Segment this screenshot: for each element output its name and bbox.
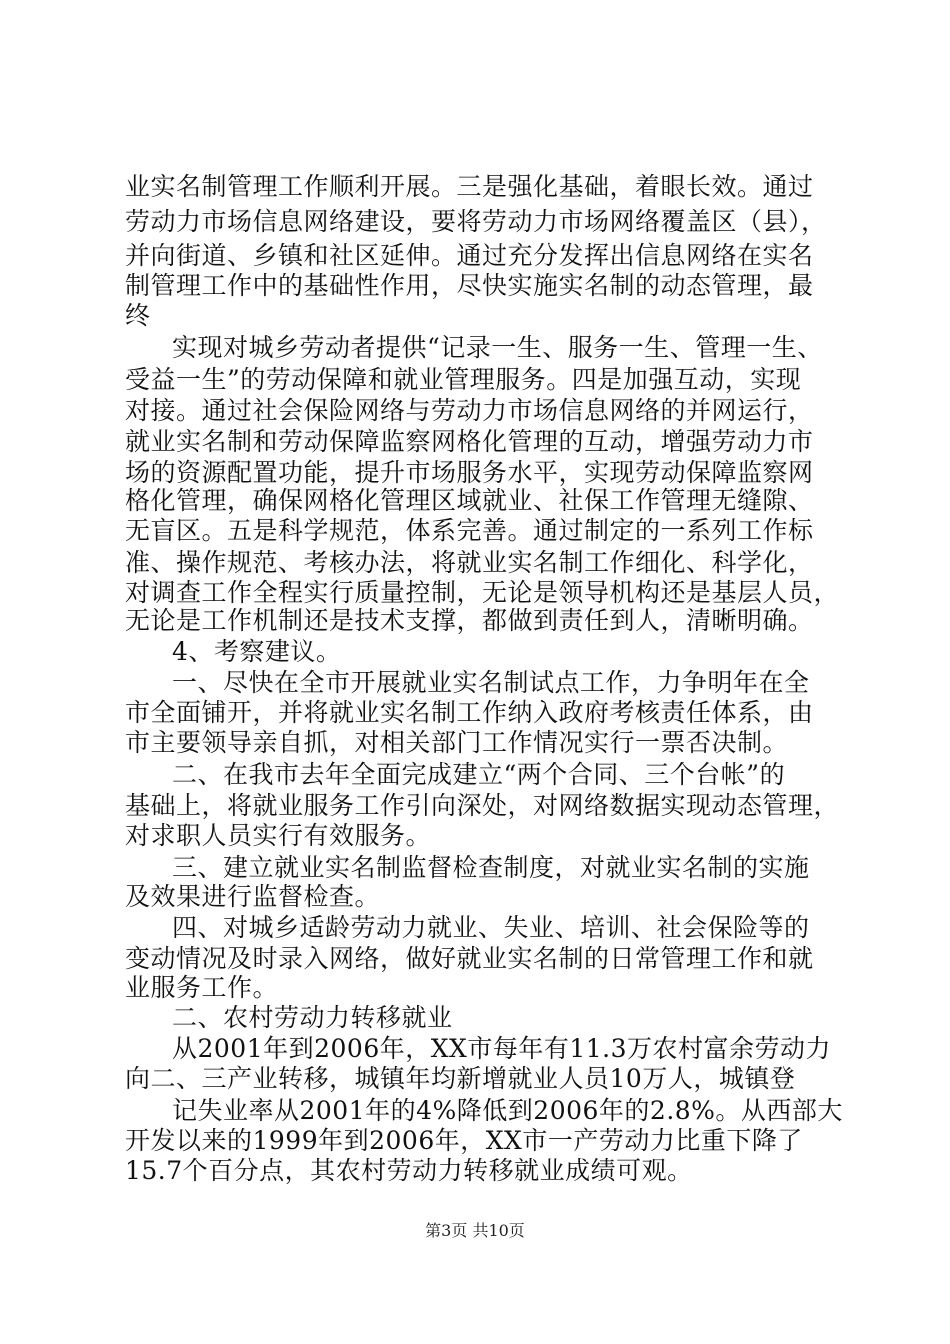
text-line: 对接。通过社会保险网络与劳动力市场信息网络的并网运行， xyxy=(125,396,814,425)
text-line: 劳动力市场信息网络建设，要将劳动力市场网络覆盖区（县）， xyxy=(125,207,827,236)
text-line: 四、对城乡适龄劳动力就业、失业、培训、社会保险等的 xyxy=(172,913,810,942)
text-line: 记失业率从2001年的4%降低到2006年的2.8%。从西部大 xyxy=(172,1096,843,1125)
text-line: 业实名制管理工作顺利开展。三是强化基础，着眼长效。通过 xyxy=(125,172,814,201)
page-number-footer: 第3页 共10页 xyxy=(425,1221,525,1240)
text-line: 一、尽快在全市开展就业实名制试点工作，力争明年在全 xyxy=(172,668,810,697)
text-line: 对调查工作全程实行质量控制，无论是领导机构还是基层人员， xyxy=(125,578,840,607)
text-line: 变动情况及时录入网络，做好就业实名制的日常管理工作和就 xyxy=(125,944,814,973)
section-heading: 4、考察建议。 xyxy=(172,637,342,666)
text-line: 基础上，将就业服务工作引向深处，对网络数据实现动态管理， xyxy=(125,791,840,820)
text-line: 三、建立就业实名制监督检查制度，对就业实名制的实施 xyxy=(172,853,810,882)
text-line: 受益一生”的劳动保障和就业管理服务。四是加强互动，实现 xyxy=(125,365,802,394)
text-line: 制管理工作中的基础性作用，尽快实施实名制的动态管理，最 xyxy=(125,271,814,300)
text-line: 无盲区。五是科学规范，体系完善。通过制定的一系列工作标 xyxy=(125,516,814,545)
text-line: 格化管理，确保网格化管理区域就业、社保工作管理无缝隙、 xyxy=(125,486,814,515)
section-heading: 二、农村劳动力转移就业 xyxy=(172,1003,453,1032)
text-line: 终 xyxy=(125,301,151,330)
text-line: 场的资源配置功能，提升市场服务水平，实现劳动保障监察网 xyxy=(125,458,814,487)
text-line: 向二、三产业转移，城镇年均新增就业人员10万人，城镇登 xyxy=(125,1064,796,1093)
text-line: 及效果进行监督检查。 xyxy=(125,882,381,911)
text-line: 市全面铺开，并将就业实名制工作纳入政府考核责任体系，由 xyxy=(125,698,814,727)
text-line: 实现对城乡劳动者提供“记录一生、服务一生、管理一生、 xyxy=(172,333,823,362)
text-line: 从2001年到2006年，XX市每年有11.3万农村富余劳动力 xyxy=(172,1034,832,1063)
text-line: 准、操作规范、考核办法，将就业实名制工作细化、科学化， xyxy=(125,548,814,577)
text-line: 二、在我市去年全面完成建立“两个合同、三个台帐”的 xyxy=(172,760,786,789)
text-line: 就业实名制和劳动保障监察网格化管理的互动，增强劳动力市 xyxy=(125,427,814,456)
text-line: 无论是工作机制还是技术支撑，都做到责任到人，清晰明确。 xyxy=(125,606,814,635)
text-line: 对求职人员实行有效服务。 xyxy=(125,821,432,850)
text-line: 15.7个百分点，其农村劳动力转移就业成绩可观。 xyxy=(125,1156,693,1185)
text-line: 市主要领导亲自抓，对相关部门工作情况实行一票否决制。 xyxy=(125,728,789,757)
text-line: 并向街道、乡镇和社区延伸。通过充分发挥出信息网络在实名 xyxy=(125,241,814,270)
text-line: 开发以来的1999年到2006年，XX市一产劳动力比重下降了 xyxy=(125,1126,803,1155)
text-line: 业服务工作。 xyxy=(125,973,279,1002)
